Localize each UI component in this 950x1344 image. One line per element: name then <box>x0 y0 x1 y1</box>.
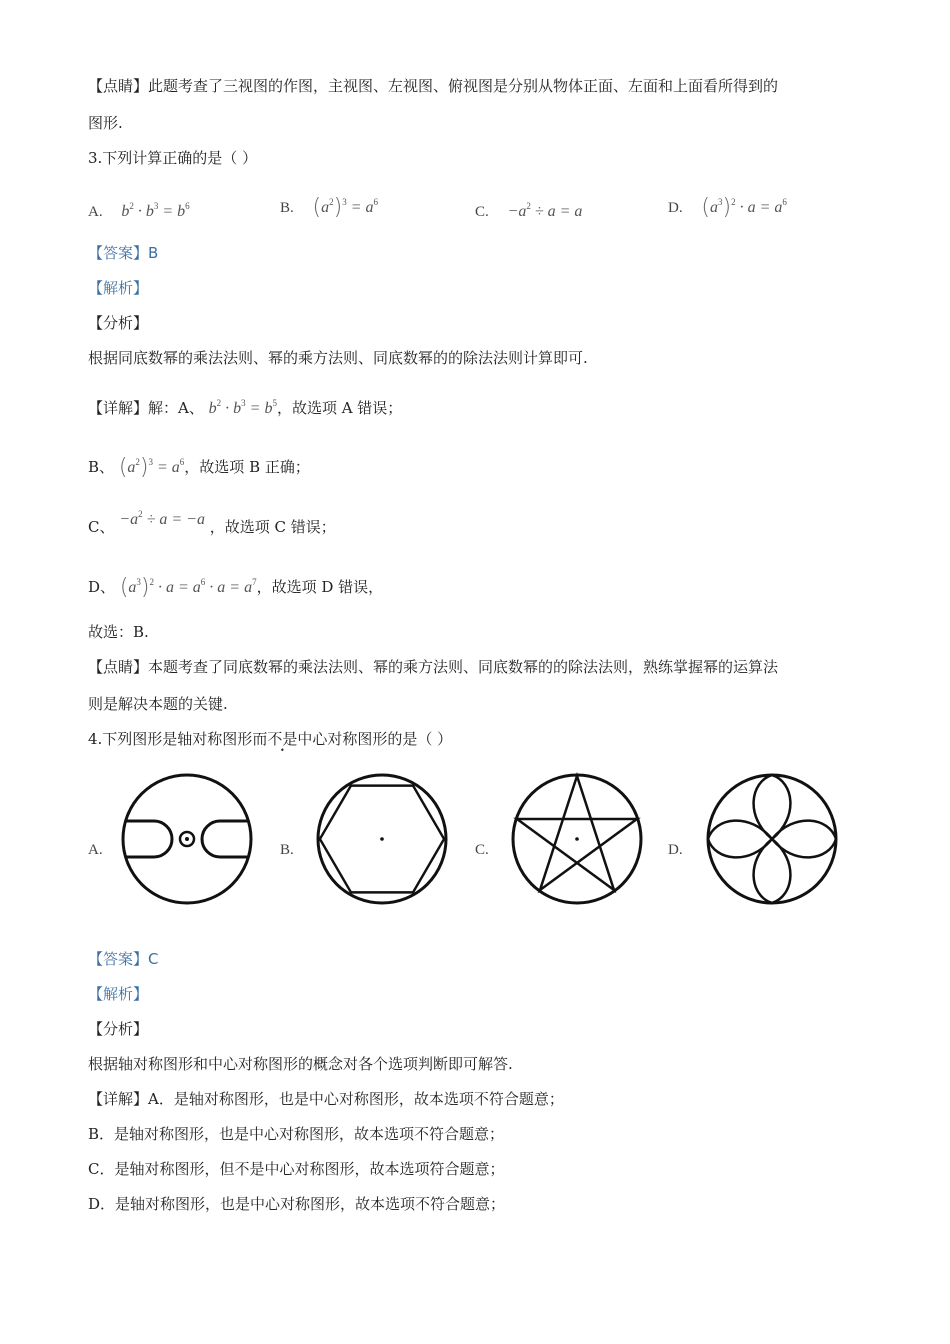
figure-a <box>120 772 254 906</box>
q4-xiangjie-d: D．是轴对称图形，也是中心对称图形，故本选项不符合题意； <box>88 1195 506 1213</box>
q3-fenxi-text: 根据同底数幂的乘法法则、幂的乘方法则、同底数幂的的除法法则计算即可. <box>88 349 588 367</box>
q3-option-c <box>475 196 582 222</box>
q4-stem <box>88 729 452 749</box>
option-expr: $-a^2 \div a = a$ <box>507 201 583 220</box>
xiangjie-d-expr: $(a^3)^2 \cdot a = a^6 \cdot a = a^7$ <box>119 575 257 600</box>
answer-tag: 【答案】 <box>88 950 149 968</box>
q4-xiangjie-a <box>88 1089 564 1109</box>
answer-value: B <box>148 244 159 262</box>
option-label: B. <box>280 200 294 216</box>
xiangjie-b-pre: B、 <box>88 458 115 476</box>
q3-xiangjie-c <box>88 509 336 538</box>
q3-stem: 3.下列计算正确的是（ ） <box>88 149 258 167</box>
q3-option-a <box>88 196 190 222</box>
option-label: A. <box>88 204 103 220</box>
option-label: D. <box>668 200 683 216</box>
figure-label-a: A. <box>88 842 103 858</box>
q3-option-d <box>668 192 787 218</box>
xiangjie-line-a: A．是轴对称图形，也是中心对称图形，故本选项不符合题意； <box>148 1090 564 1108</box>
answer-tag: 【答案】 <box>88 244 149 262</box>
xiangjie-d-pre: D、 <box>88 578 116 596</box>
q4-fenxi: 【分析】 <box>88 1020 149 1038</box>
dianjing-text: 本题考查了同底数幂的乘法法则、幂的乘方法则、同底数幂的的除法法则，熟练掌握幂的运算法 <box>148 658 779 676</box>
q3-dianjing-continuation: 则是解决本题的关键. <box>88 695 228 713</box>
figure-b <box>315 772 449 906</box>
q3-fenxi: 【分析】 <box>88 314 149 332</box>
q3-answer <box>88 243 158 263</box>
xiangjie-c-pre: C、 <box>88 518 115 536</box>
xiangjie-a-expr: $b^2 \cdot b^3 = b^5$ <box>208 398 277 417</box>
q4-jiexi: 【解析】 <box>88 985 149 1003</box>
q3-xiangjie-a <box>88 393 402 419</box>
dianjing-tag: 【点睛】 <box>88 658 149 676</box>
figure-label-b: B. <box>280 842 294 858</box>
dianjing-text: 此题考查了三视图的作图，主视图、左视图、俯视图是分别从物体正面、左面和上面看所得到的 <box>148 77 779 95</box>
xiangjie-c-expr: $-a^2 \div a = -a$ <box>119 509 205 528</box>
dianjing-paragraph <box>88 76 778 96</box>
q3-xiangjie-b <box>88 452 310 478</box>
figure-label-c: C. <box>475 842 489 858</box>
q4-fenxi-text: 根据轴对称图形和中心对称图形的概念对各个选项判断即可解答. <box>88 1055 513 1073</box>
xiangjie-d-post: ，故选项 D 错误， <box>256 578 384 596</box>
xiangjie-tag: 【详解】 <box>88 1090 149 1108</box>
q4-stem-post: 中心对称图形的是（ ） <box>297 730 453 748</box>
q3-jiexi: 【解析】 <box>88 279 149 297</box>
xiangjie-b-expr: $(a^2)^3 = a^6$ <box>118 455 185 480</box>
q4-stem-emphasis: 不是 <box>267 730 298 748</box>
q4-xiangjie-b: B．是轴对称图形，也是中心对称图形，故本选项不符合题意； <box>88 1125 505 1143</box>
q4-stem-pre: 4.下列图形是轴对称图形而 <box>88 730 268 748</box>
q3-option-b <box>280 192 378 218</box>
q3-dianjing <box>88 657 778 677</box>
figure-label-d: D. <box>668 842 683 858</box>
option-label: C. <box>475 204 489 220</box>
dianjing-tag: 【点睛】 <box>88 77 149 95</box>
option-expr: $(a^3)^2 \cdot a = a^6$ <box>701 195 787 220</box>
xiangjie-tag: 【详解】 <box>88 399 149 417</box>
option-expr: $b^2 \cdot b^3 = b^6$ <box>121 201 190 220</box>
figure-d <box>705 772 839 906</box>
xiangjie-c-post: ，故选项 C 错误； <box>209 518 336 536</box>
q3-xiangjie-d <box>88 572 383 598</box>
q4-answer <box>88 949 159 969</box>
q3-guxuan: 故选：B. <box>88 623 149 641</box>
xiangjie-a-post: ，故选项 A 错误； <box>276 399 403 417</box>
figure-c <box>510 772 644 906</box>
answer-value: C <box>148 950 159 968</box>
xiangjie-b-post: ，故选项 B 正确； <box>184 458 310 476</box>
dianjing-continuation: 图形. <box>88 114 123 132</box>
xiangjie-a-pre: 解：A、 <box>148 399 204 417</box>
q4-xiangjie-c: C．是轴对称图形，但不是中心对称图形，故本选项符合题意； <box>88 1160 505 1178</box>
option-expr: $(a^2)^3 = a^6$ <box>312 195 379 220</box>
